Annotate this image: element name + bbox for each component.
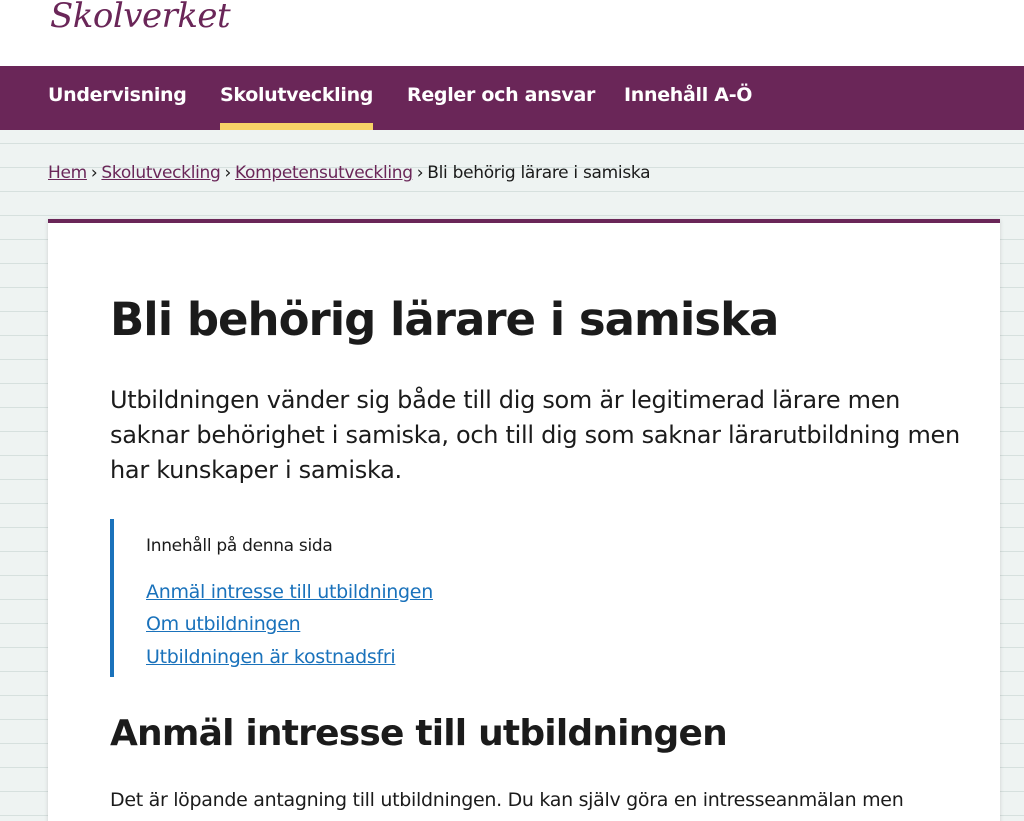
breadcrumb-separator: › [90, 163, 98, 183]
toc-heading: Innehåll på denna sida [146, 536, 333, 556]
toc-link-om-utbildningen[interactable]: Om utbildningen [146, 613, 301, 635]
table-of-contents [110, 519, 614, 677]
nav-item-undervisning[interactable]: Undervisning [48, 84, 187, 106]
breadcrumb [48, 163, 650, 183]
nav-item-skolutveckling[interactable]: Skolutveckling [220, 84, 374, 106]
section-heading: Anmäl intresse till utbildningen [110, 713, 727, 754]
breadcrumb-link-kompetensutveckling[interactable]: Kompetensutveckling [235, 163, 413, 183]
section-paragraph: Det är löpande antagning till utbildningen. Du kan själv göra en intresseanmälan men [110, 789, 904, 811]
skolverket-logo[interactable]: Skolverket [50, 0, 231, 36]
toc-link-kostnadsfri[interactable]: Utbildningen är kostnadsfri [146, 646, 396, 668]
content-card [48, 219, 1000, 821]
page-title: Bli behörig lärare i samiska [110, 293, 779, 346]
nav-item-innehall-a-o[interactable]: Innehåll A-Ö [624, 84, 753, 106]
lead-paragraph: Utbildningen vänder sig både till dig som är legitimerad lärare men saknar behörighet i samiska, och till dig som saknar lärarutbildning men har kunskaper i samiska. [110, 386, 960, 484]
main-navigation [0, 66, 1024, 130]
toc-link-anmal-intresse[interactable]: Anmäl intresse till utbildningen [146, 581, 433, 603]
breadcrumb-separator: › [224, 163, 232, 183]
breadcrumb-separator: › [416, 163, 424, 183]
breadcrumb-link-hem[interactable]: Hem [48, 163, 87, 183]
site-header [0, 0, 1024, 66]
nav-item-regler-och-ansvar[interactable]: Regler och ansvar [407, 84, 596, 106]
breadcrumb-link-skolutveckling[interactable]: Skolutveckling [101, 163, 221, 183]
breadcrumb-current: Bli behörig lärare i samiska [427, 163, 651, 183]
